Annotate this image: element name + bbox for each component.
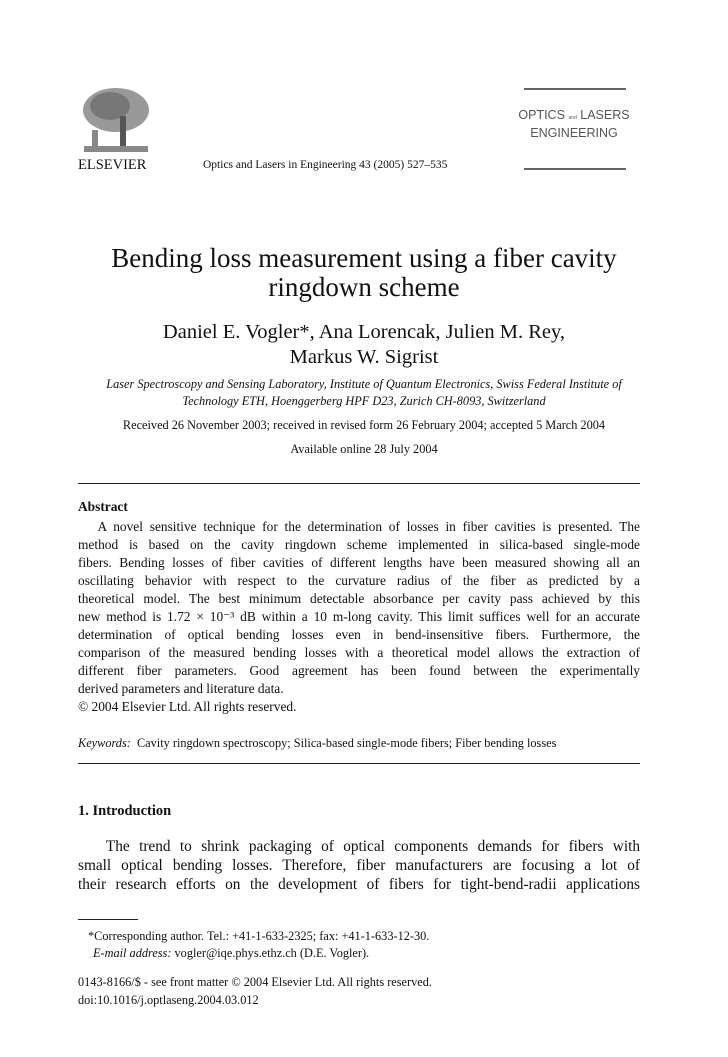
divider — [78, 763, 640, 764]
email-label: E-mail address: — [93, 946, 172, 960]
affiliation: Laser Spectroscopy and Sensing Laboratory, Institute of Quantum Electronics, Swiss Federal Institute of Technology ETH, Hoenggerberg HPF D23, Zurich CH-8093, Switzerland — [106, 377, 622, 408]
abstract-line: different fiber parameters. Good agreement has been found between the experimentally — [78, 663, 640, 678]
intro-line: their research efforts on the development of fibers for tight-bend-radii applications — [78, 876, 640, 893]
received-dates: Received 26 November 2003; received in revised form 26 February 2004; accepted 5 March 2004 — [122, 418, 606, 432]
abstract-line: oscillating behavior with respect to the curvature radius of the fiber as predicted by a — [78, 573, 640, 588]
section-heading: 1. Introduction — [78, 803, 172, 819]
keywords — [78, 736, 556, 751]
issn-line: 0143-8166/$ - see front matter © 2004 Elsevier Ltd. All rights reserved. — [78, 975, 432, 989]
keywords-text: Cavity ringdown spectroscopy; Silica-based single-mode fibers; Fiber bending losses — [136, 736, 557, 750]
email-link[interactable]: vogler@iqe.phys.ethz.ch (D.E. Vogler). — [174, 946, 370, 960]
abstract-line: comparison of the measured bending losses with a theoretical model allows the extraction of — [78, 645, 640, 660]
authors: Daniel E. Vogler*, Ana Lorencak, Julien M. Rey, Markus W. Sigrist — [162, 321, 566, 368]
corresponding-author-footnote: *Corresponding author. Tel.: +41-1-633-2325; fax: +41-1-633-12-30. — [88, 929, 430, 943]
journal-logo: OPTICS and LASERS ENGINEERING — [518, 108, 630, 140]
publisher-name: ELSEVIER — [78, 157, 147, 173]
journal-logo-rule-bottom — [524, 168, 626, 170]
abstract-line: determination of optical bending losses even in bend-insensitive fibers. Furthermore, the — [78, 627, 640, 642]
divider — [78, 483, 640, 484]
abstract-line: method is based on the cavity ringdown scheme implemented in silica-based single-mode — [78, 537, 640, 552]
abstract-line: theoretical model. The best minimum detectable absorbance per cavity pass achieved by this — [78, 591, 640, 606]
intro-line: The trend to shrink packaging of optical components demands for fibers with — [78, 838, 640, 855]
footnote-rule — [78, 919, 138, 920]
journal-logo-rule-top — [524, 88, 626, 90]
doi[interactable]: doi:10.1016/j.optlaseng.2004.03.012 — [78, 993, 259, 1007]
available-online: Available online 28 July 2004 — [290, 442, 438, 456]
keywords-label: Keywords: — [78, 736, 131, 750]
abstract-heading: Abstract — [78, 499, 128, 514]
paper-title: Bending loss measurement using a fiber cavity ringdown scheme — [111, 243, 617, 302]
elsevier-tree-logo — [80, 86, 152, 154]
abstract-line: A novel sensitive technique for the determination of losses in fiber cavities is presented. The — [78, 519, 640, 534]
abstract-line: new method is 1.72 × 10⁻³ dB within a 10 m-long cavity. This limit suffices well for an accurate — [78, 609, 640, 624]
email-footnote — [93, 946, 369, 961]
intro-line: small optical bending losses. Therefore, fiber manufacturers are focusing a lot of — [78, 857, 640, 874]
abstract-line: fibers. Bending losses of fiber cavities of different lengths have been measured showing all an — [78, 555, 640, 570]
journal-citation: Optics and Lasers in Engineering 43 (2005) 527–535 — [203, 159, 448, 171]
abstract-copyright: © 2004 Elsevier Ltd. All rights reserved. — [78, 699, 297, 714]
abstract-line: derived parameters and literature data. — [78, 681, 284, 696]
